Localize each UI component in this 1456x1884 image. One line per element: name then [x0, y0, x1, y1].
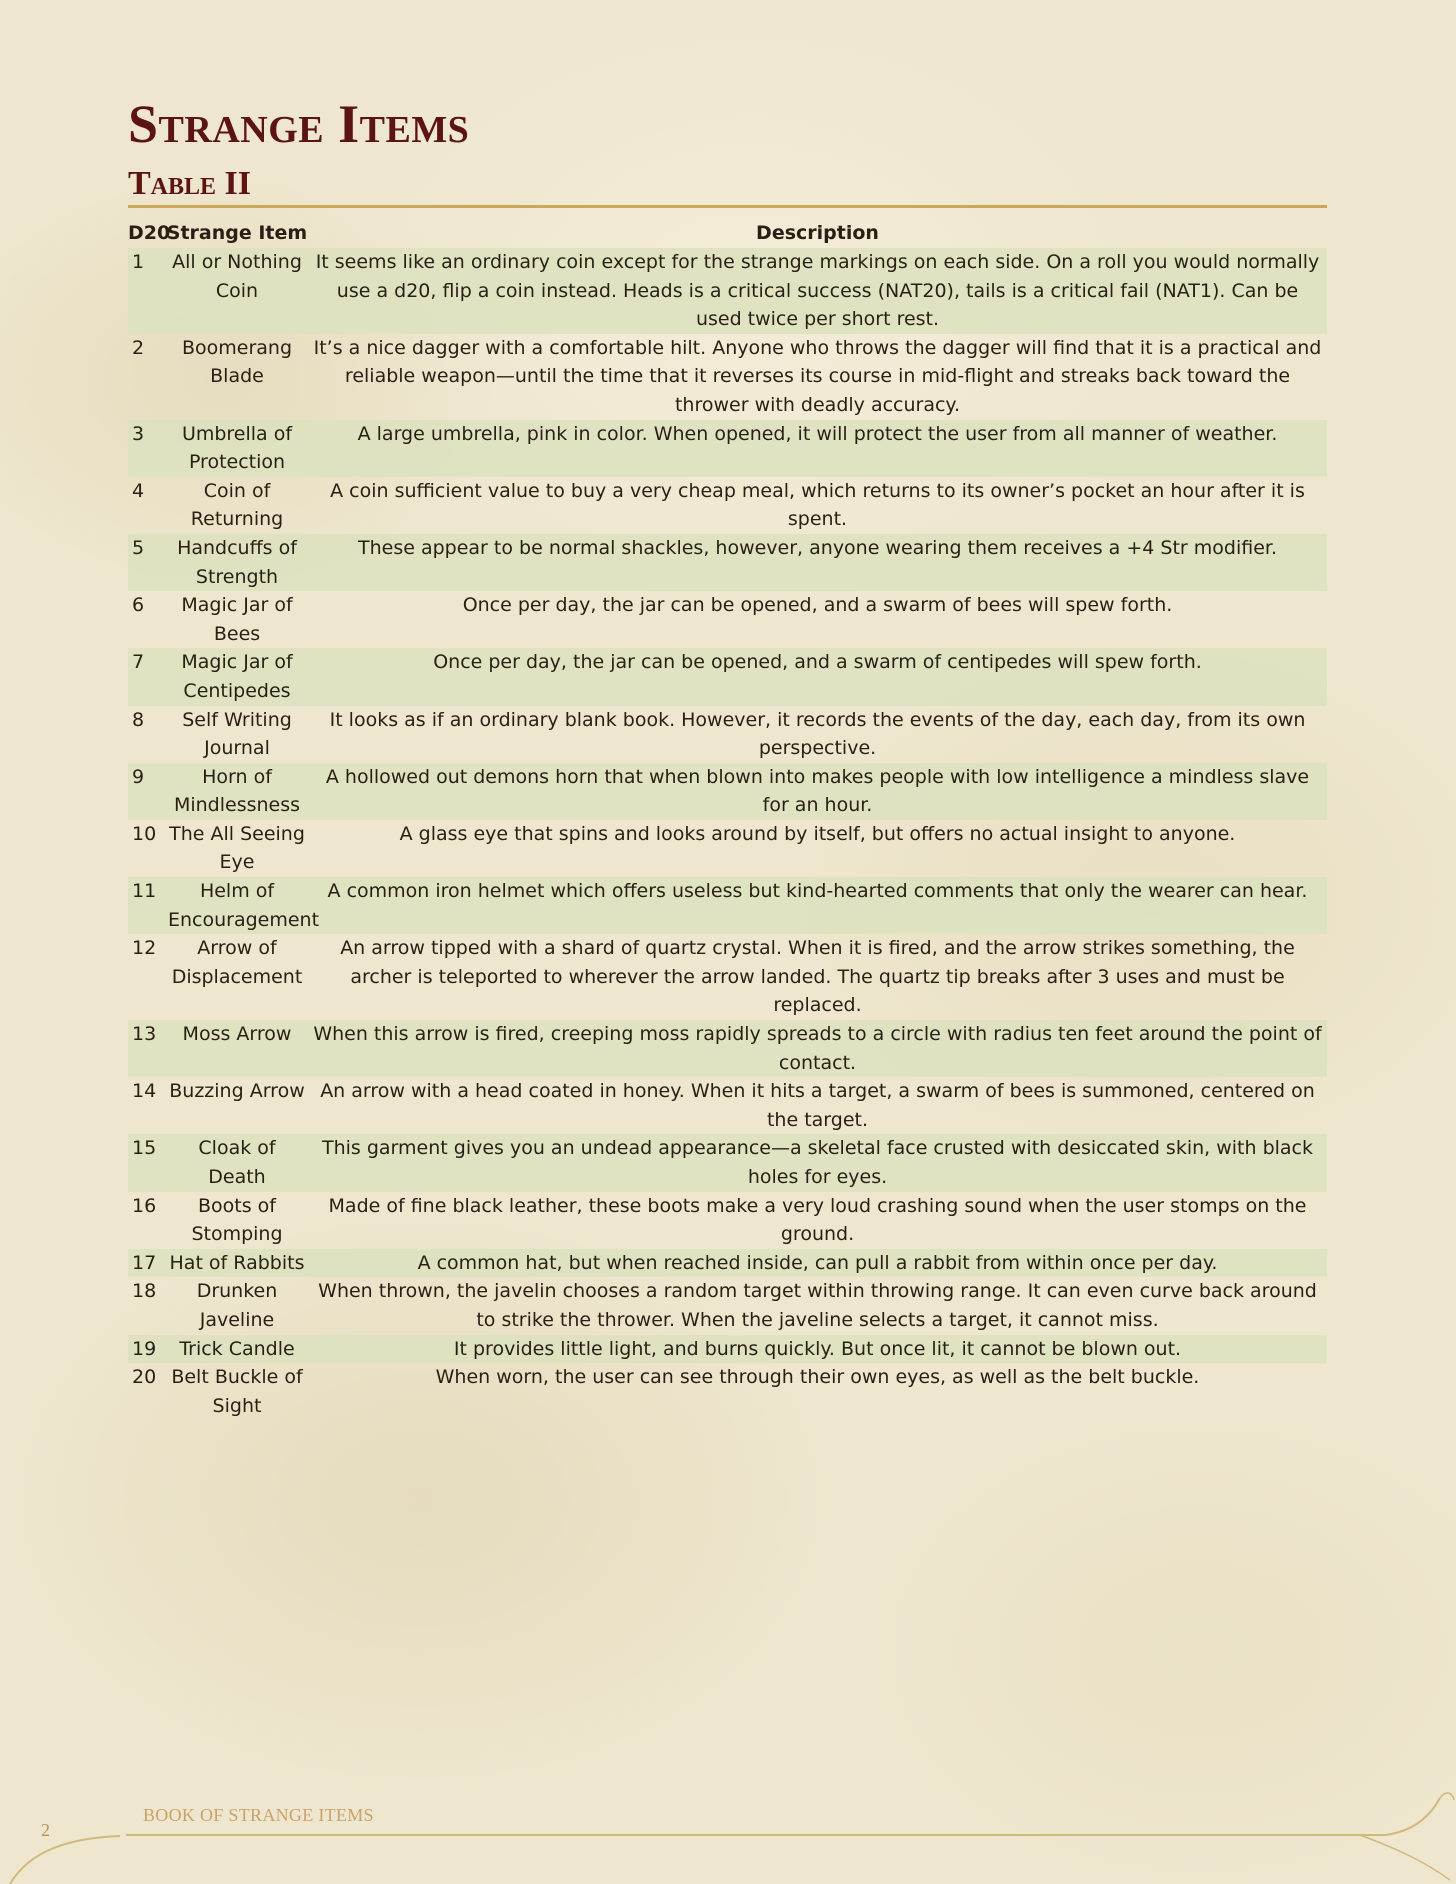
row-description: A glass eye that spins and looks around by itself, but offers no actual insight to anyone. — [399, 822, 1236, 845]
table-row — [128, 248, 1327, 334]
row-description: When thrown, the javelin chooses a random target within throwing range. It can even curve back around to strike the thrower. When the javeline selects a target, it cannot miss. — [318, 1280, 1317, 1331]
row-roll: 11 — [132, 880, 157, 903]
row-description: An arrow with a head coated in honey. When it hits a target, a swarm of bees is summoned, centered on the target. — [320, 1080, 1315, 1131]
row-description: When this arrow is fired, creeping moss rapidly spreads to a circle with radius ten feet around the point of contact. — [313, 1023, 1322, 1074]
row-roll: 5 — [132, 536, 145, 559]
row-roll: 2 — [132, 336, 145, 359]
footer-book-title: BOOK OF STRANGE ITEMS — [143, 1805, 374, 1825]
row-item-name: Boomerang Blade — [181, 336, 293, 388]
row-item-name: All or Nothing Coin — [172, 251, 302, 302]
row-item-name: Belt Buckle of Sight — [171, 1366, 303, 1417]
table-row — [128, 420, 1327, 477]
table-row — [128, 1192, 1327, 1249]
row-description: It seems like an ordinary coin except for the strange markings on each side. On a roll you would normally use a d20, flip a coin instead. Heads is a critical success (NAT20), tails is a critical fail (NAT1). Can be used twice per short rest. — [315, 251, 1320, 331]
row-roll: 7 — [132, 651, 145, 674]
row-description: This garment gives you an undead appearance—a skeletal face crusted with desiccated skin, with black holes for eyes. — [321, 1137, 1314, 1188]
table-row — [128, 934, 1327, 1020]
table-row — [128, 1249, 1327, 1278]
row-description: A coin sufficient value to buy a very cheap meal, which returns to its owner’s pocket an hour after it is spent. — [330, 479, 1305, 531]
table-title: Table II — [128, 165, 251, 202]
row-roll: 9 — [132, 765, 145, 788]
row-description: An arrow tipped with a shard of quartz crystal. When it is fired, and the arrow strikes something, the archer is teleported to wherever the arrow landed. The quartz tip breaks after 3 uses and must be replaced. — [340, 937, 1295, 1017]
row-roll: 13 — [132, 1023, 157, 1046]
row-roll: 4 — [132, 479, 145, 502]
row-item-name: Trick Candle — [179, 1337, 295, 1360]
page-title: Strange Items — [128, 94, 470, 154]
row-item-name: Moss Arrow — [182, 1023, 292, 1046]
table-row — [128, 1020, 1327, 1077]
row-description: It looks as if an ordinary blank book. However, it records the events of the day, each day, from its own perspective. — [329, 708, 1306, 760]
row-description: A hollowed out demons horn that when blown into makes people with low intelligence a mindless slave for an hour. — [325, 765, 1310, 817]
row-description: These appear to be normal shackles, however, anyone wearing them receives a +4 Str modifier. — [358, 536, 1277, 559]
row-item-name: The All Seeing Eye — [169, 822, 305, 874]
page-number: 2 — [41, 1820, 50, 1840]
row-roll: 1 — [132, 251, 145, 273]
row-roll: 6 — [132, 594, 145, 617]
row-item-name: Magic Jar of Bees — [181, 594, 293, 645]
row-roll: 12 — [132, 937, 157, 960]
row-roll: 20 — [132, 1366, 157, 1389]
row-roll: 19 — [132, 1337, 157, 1360]
row-roll: 17 — [132, 1251, 157, 1274]
table-row — [128, 1363, 1327, 1420]
header-strange-item: Strange Item — [166, 222, 308, 244]
row-description: A large umbrella, pink in color. When opened, it will protect the user from all manner of weather. — [357, 422, 1278, 445]
row-description: Once per day, the jar can be opened, and a swarm of centipedes will spew forth. — [433, 651, 1202, 674]
row-item-name: Buzzing Arrow — [169, 1080, 305, 1103]
row-item-name: Umbrella of Protection — [181, 422, 293, 474]
row-roll: 8 — [132, 708, 145, 731]
strange-items-table — [128, 218, 1327, 1420]
row-roll: 16 — [132, 1194, 157, 1217]
footer-ornament — [0, 1780, 1456, 1884]
row-roll: 18 — [132, 1280, 157, 1303]
row-item-name: Horn of Mindlessness — [173, 765, 301, 817]
row-description: A common hat, but when reached inside, can pull a rabbit from within once per day. — [417, 1251, 1218, 1274]
row-roll: 15 — [132, 1137, 157, 1160]
table-header-row — [128, 218, 1327, 248]
row-item-name: Hat of Rabbits — [169, 1251, 305, 1274]
row-item-name: Magic Jar of Centipedes — [181, 651, 293, 702]
table-row — [128, 1134, 1327, 1191]
table-row — [128, 591, 1327, 648]
row-roll: 14 — [132, 1080, 157, 1103]
row-description: Made of fine black leather, these boots make a very loud crashing sound when the user stomps on the ground. — [328, 1194, 1307, 1246]
table-row — [128, 1077, 1327, 1134]
table-row — [128, 534, 1327, 591]
table-row — [128, 706, 1327, 763]
table-row — [128, 877, 1327, 934]
table-row — [128, 648, 1327, 705]
table-row — [128, 820, 1327, 877]
row-item-name: Cloak of Death — [198, 1137, 276, 1188]
table-row — [128, 1335, 1327, 1364]
table-row — [128, 477, 1327, 534]
table-row — [128, 1277, 1327, 1334]
row-description: Once per day, the jar can be opened, and a swarm of bees will spew forth. — [462, 594, 1173, 617]
row-item-name: Drunken Javeline — [196, 1280, 278, 1331]
row-item-name: Self Writing Journal — [182, 708, 292, 760]
row-description: It’s a nice dagger with a comfortable hilt. Anyone who throws the dagger will find that it is a practical and reliable weapon—until the time that it reverses its course in mid-flight and streaks back toward the thrower with deadly accuracy. — [313, 336, 1322, 416]
row-item-name: Helm of Encouragement — [168, 880, 320, 931]
row-item-name: Arrow of Displacement — [171, 937, 303, 988]
row-roll: 3 — [132, 422, 145, 445]
row-item-name: Handcuffs of Strength — [177, 536, 297, 588]
header-description: Description — [756, 222, 879, 244]
row-description: A common iron helmet which offers useless but kind-hearted comments that only the wearer can hear. — [327, 880, 1308, 903]
title-divider — [128, 205, 1327, 208]
row-description: When worn, the user can see through their own eyes, as well as the belt buckle. — [435, 1366, 1200, 1389]
header-d20: D20 — [128, 222, 171, 244]
row-item-name: Boots of Stomping — [191, 1194, 283, 1246]
table-row — [128, 763, 1327, 820]
table-row — [128, 334, 1327, 420]
row-description: It provides little light, and burns quickly. But once lit, it cannot be blown out. — [453, 1337, 1182, 1360]
row-roll: 10 — [132, 822, 157, 845]
row-item-name: Coin of Returning — [190, 479, 284, 531]
